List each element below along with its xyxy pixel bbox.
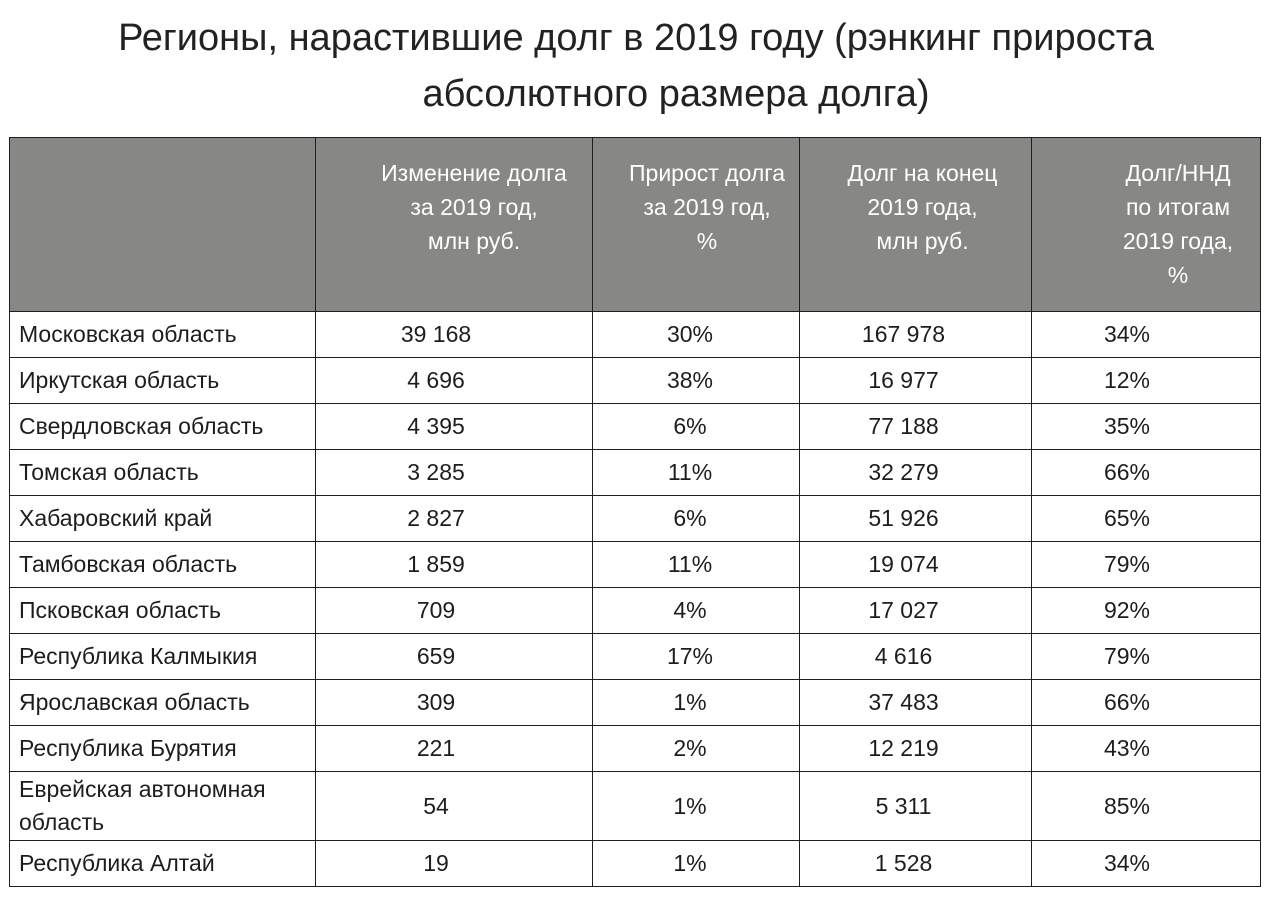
debt-end-cell: 167 978 (800, 312, 1032, 358)
debt-gni-cell: 35% (1032, 404, 1261, 450)
region-cell: Ярославская область (10, 680, 316, 726)
region-cell: Республика Калмыкия (10, 634, 316, 680)
debt-gni-cell: 92% (1032, 588, 1261, 634)
table-row (10, 312, 1261, 358)
debt-end-cell: 19 074 (800, 542, 1032, 588)
debt-growth-cell: 11% (593, 542, 800, 588)
debt-gni-cell: 34% (1032, 312, 1261, 358)
debt-change-cell: 4 395 (316, 404, 593, 450)
debt-growth-cell: 1% (593, 680, 800, 726)
debt-growth-cell: 1% (593, 772, 800, 841)
header-row (10, 138, 1261, 312)
chart-title (0, 10, 1272, 122)
debt-gni-cell: 43% (1032, 726, 1261, 772)
header-cell-debt-gni: Долг/ННД по итогам 2019 года, % (1032, 138, 1261, 312)
debt-end-cell: 32 279 (800, 450, 1032, 496)
region-cell: Томская область (10, 450, 316, 496)
region-cell: Республика Бурятия (10, 726, 316, 772)
region-cell: Московская область (10, 312, 316, 358)
debt-change-cell: 221 (316, 726, 593, 772)
header-cell-debt-end: Долг на конец 2019 года, млн руб. (800, 138, 1032, 312)
region-cell: Свердловская область (10, 404, 316, 450)
debt-change-cell: 39 168 (316, 312, 593, 358)
header-cell-region (10, 138, 316, 312)
debt-change-cell: 19 (316, 841, 593, 887)
debt-end-cell: 77 188 (800, 404, 1032, 450)
region-cell: Хабаровский край (10, 496, 316, 542)
debt-growth-cell: 30% (593, 312, 800, 358)
table-row (10, 358, 1261, 404)
region-cell: Еврейская автономная область (10, 772, 316, 841)
debt-gni-cell: 12% (1032, 358, 1261, 404)
table-body (10, 312, 1261, 887)
debt-gni-cell: 85% (1032, 772, 1261, 841)
debt-end-cell: 1 528 (800, 841, 1032, 887)
title-line-1: Регионы, нарастившие долг в 2019 году (рэнкинг прироста (118, 17, 1154, 59)
debt-change-cell: 659 (316, 634, 593, 680)
debt-gni-cell: 79% (1032, 634, 1261, 680)
header-cell-debt-growth: Прирост долга за 2019 год, % (593, 138, 800, 312)
region-cell: Тамбовская область (10, 542, 316, 588)
debt-gni-cell: 79% (1032, 542, 1261, 588)
debt-growth-cell: 6% (593, 496, 800, 542)
region-cell: Псковская область (10, 588, 316, 634)
debt-end-cell: 16 977 (800, 358, 1032, 404)
debt-gni-cell: 34% (1032, 841, 1261, 887)
table-header (10, 138, 1261, 312)
debt-end-cell: 17 027 (800, 588, 1032, 634)
debt-end-cell: 51 926 (800, 496, 1032, 542)
debt-growth-cell: 2% (593, 726, 800, 772)
debt-change-cell: 1 859 (316, 542, 593, 588)
debt-end-cell: 5 311 (800, 772, 1032, 841)
region-cell: Иркутская область (10, 358, 316, 404)
debt-growth-cell: 17% (593, 634, 800, 680)
table-row (10, 404, 1261, 450)
debt-end-cell: 37 483 (800, 680, 1032, 726)
debt-change-cell: 709 (316, 588, 593, 634)
debt-growth-cell: 38% (593, 358, 800, 404)
debt-change-cell: 2 827 (316, 496, 593, 542)
debt-change-cell: 309 (316, 680, 593, 726)
table-row (10, 634, 1261, 680)
debt-change-cell: 3 285 (316, 450, 593, 496)
table-row (10, 496, 1261, 542)
table-row (10, 542, 1261, 588)
table-row (10, 680, 1261, 726)
debt-end-cell: 12 219 (800, 726, 1032, 772)
debt-table (9, 137, 1261, 887)
table-row (10, 726, 1261, 772)
title-line-2: абсолютного размера долга) (422, 73, 930, 115)
debt-growth-cell: 1% (593, 841, 800, 887)
debt-gni-cell: 65% (1032, 496, 1261, 542)
table-row (10, 772, 1261, 841)
table-row (10, 588, 1261, 634)
debt-change-cell: 54 (316, 772, 593, 841)
debt-growth-cell: 4% (593, 588, 800, 634)
debt-growth-cell: 6% (593, 404, 800, 450)
table-row (10, 450, 1261, 496)
region-cell: Республика Алтай (10, 841, 316, 887)
debt-growth-cell: 11% (593, 450, 800, 496)
header-cell-debt-change: Изменение долга за 2019 год, млн руб. (316, 138, 593, 312)
debt-gni-cell: 66% (1032, 680, 1261, 726)
debt-gni-cell: 66% (1032, 450, 1261, 496)
table-row (10, 841, 1261, 887)
debt-change-cell: 4 696 (316, 358, 593, 404)
debt-end-cell: 4 616 (800, 634, 1032, 680)
